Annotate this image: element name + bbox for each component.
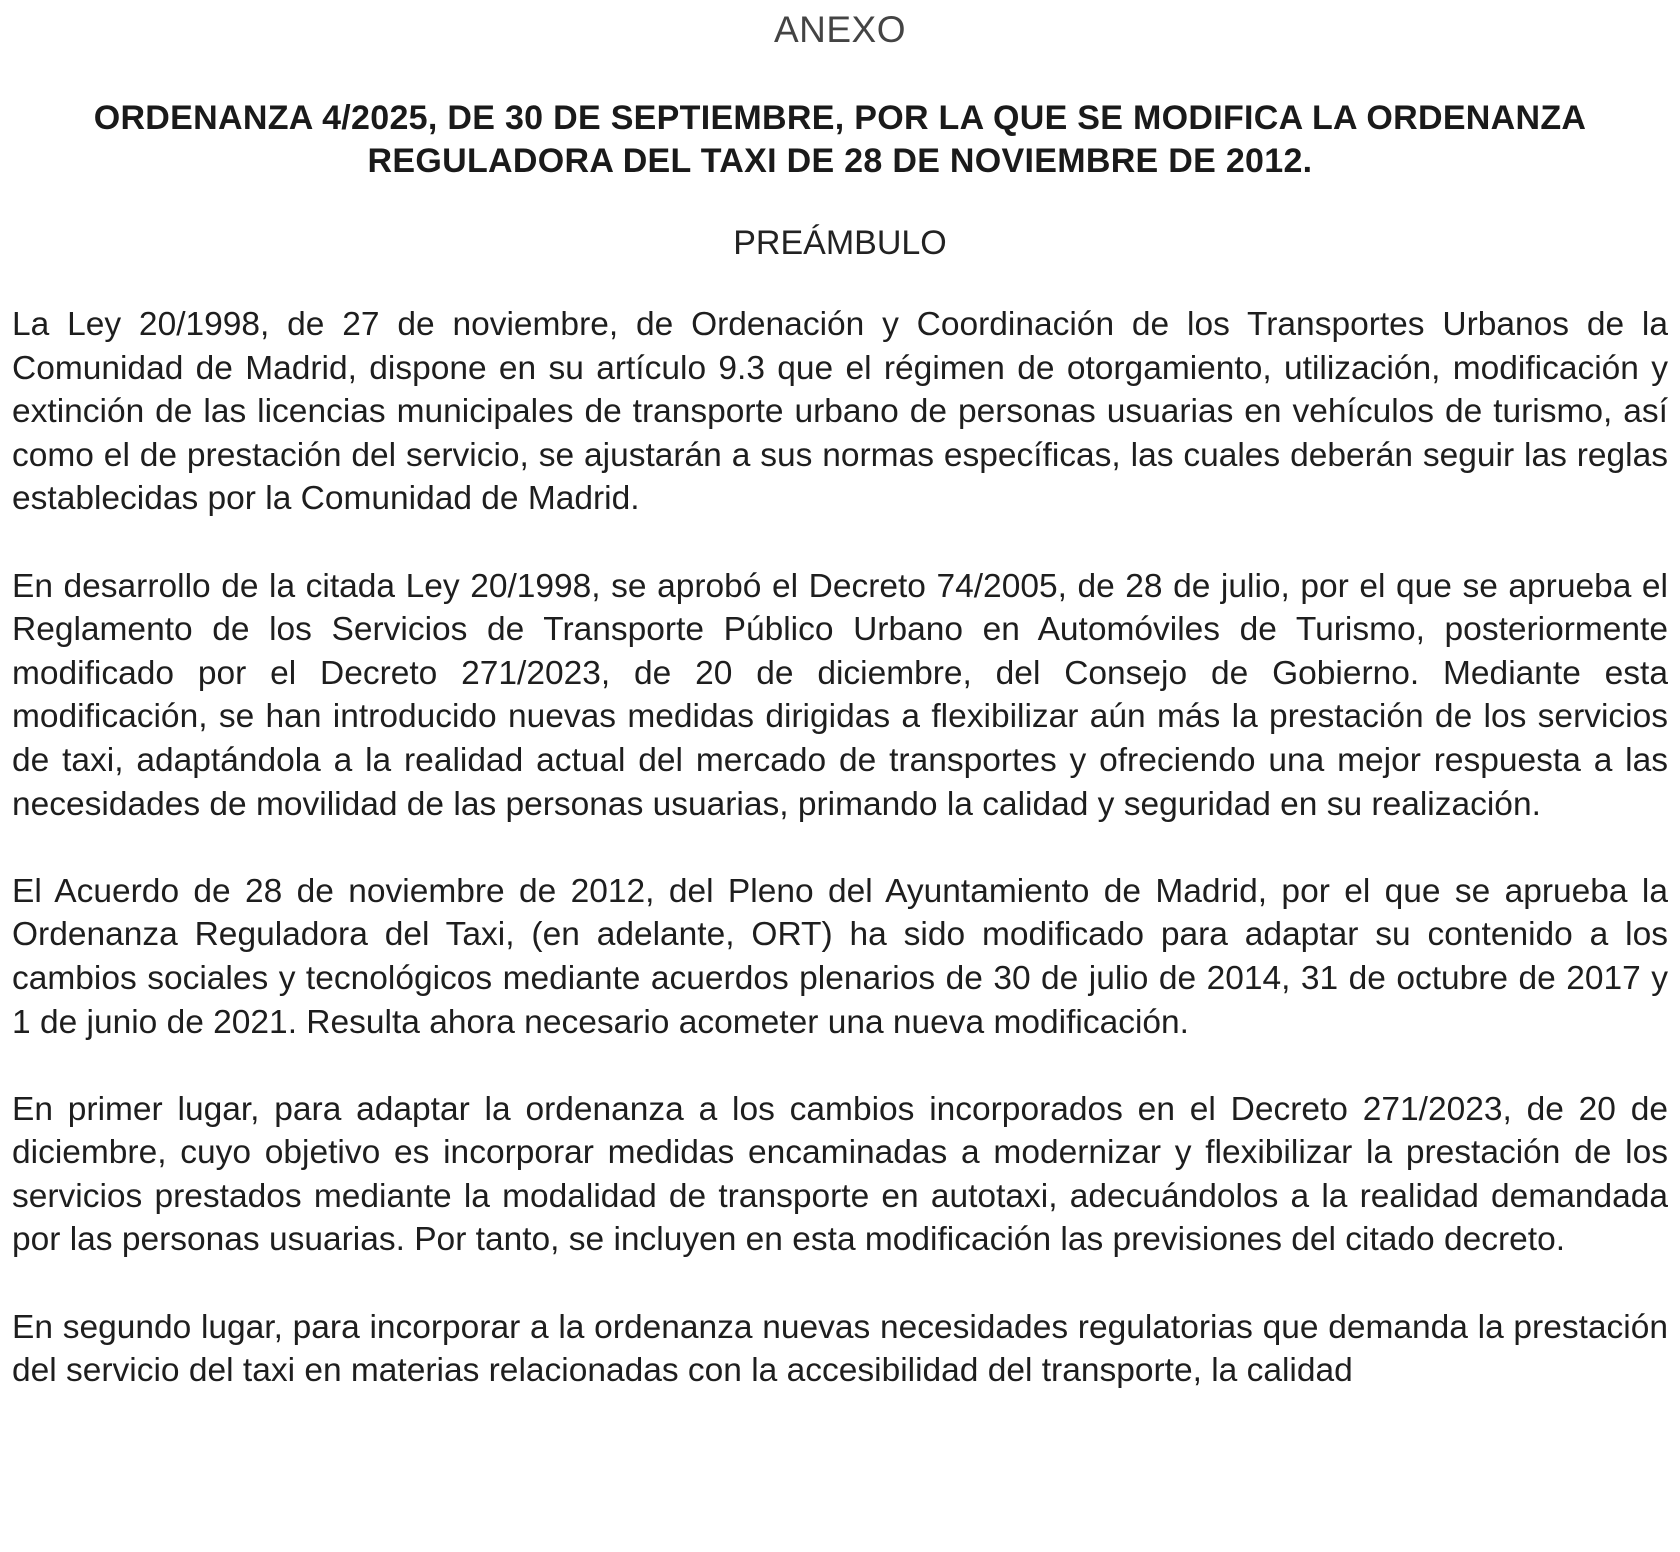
paragraph-3: El Acuerdo de 28 de noviembre de 2012, del Pleno del Ayuntamiento de Madrid, por el que se aprueba la Ordenanza Reguladora del Taxi, (en adelante, ORT) ha sido modificado para adaptar su contenido a los cambios sociales y tecnológicos mediante acuerdos plenarios de 30 de julio de 2014, 31 de octubre de 2017 y 1 de junio de 2021. Resulta ahora necesario acometer una nueva modificación.: [12, 872, 1668, 1041]
ordinance-title: ORDENANZA 4/2025, DE 30 DE SEPTIEMBRE, POR LA QUE SE MODIFICA LA ORDENANZA REGULADORA DEL TAXI DE 28 DE NOVIEMBRE DE 2012.: [93, 99, 1587, 180]
document-page: [12, 0, 1668, 1393]
paragraph-1: La Ley 20/1998, de 27 de noviembre, de Ordenación y Coordinación de los Transportes Urbanos de la Comunidad de Madrid, dispone en su artículo 9.3 que el régimen de otorgamiento, utilización, modificación y extinción de las licencias municipales de transporte urbano de personas usuarias en vehículos de turismo, así como el de prestación del servicio, se ajustarán a sus normas específicas, las cuales deberán seguir las reglas establecidas por la Comunidad de Madrid.: [12, 306, 1668, 518]
paragraph-5: En segundo lugar, para incorporar a la ordenanza nuevas necesidades regulatorias que demanda la prestación del servicio del taxi en materias relacionadas con la accesibilidad del transporte, la calidad: [12, 1308, 1668, 1390]
annex-label: ANEXO: [773, 9, 907, 50]
preamble-heading: PREÁMBULO: [733, 224, 947, 262]
paragraph-4: En primer lugar, para adaptar la ordenanza a los cambios incorporados en el Decreto 271/2023, de 20 de diciembre, cuyo objetivo es incorporar medidas encaminadas a modernizar y flexibilizar la prestación de los servicios prestados mediante la modalidad de transporte en autotaxi, adecuándolos a la realidad demandada por las personas usuarias. Por tanto, se incluyen en esta modificación las previsiones del citado decreto.: [12, 1090, 1668, 1259]
paragraph-2: En desarrollo de la citada Ley 20/1998, se aprobó el Decreto 74/2005, de 28 de julio, por el que se aprueba el Reglamento de los Servicios de Transporte Público Urbano en Automóviles de Turismo, posteriormente modificado por el Decreto 271/2023, de 20 de diciembre, del Consejo de Gobierno. Mediante esta modificación, se han introducido nuevas medidas dirigidas a flexibilizar aún más la prestación de los servicios de taxi, adaptándola a la realidad actual del mercado de transportes y ofreciendo una mejor respuesta a las necesidades de movilidad de las personas usuarias, primando la calidad y seguridad en su realización.: [12, 567, 1668, 823]
